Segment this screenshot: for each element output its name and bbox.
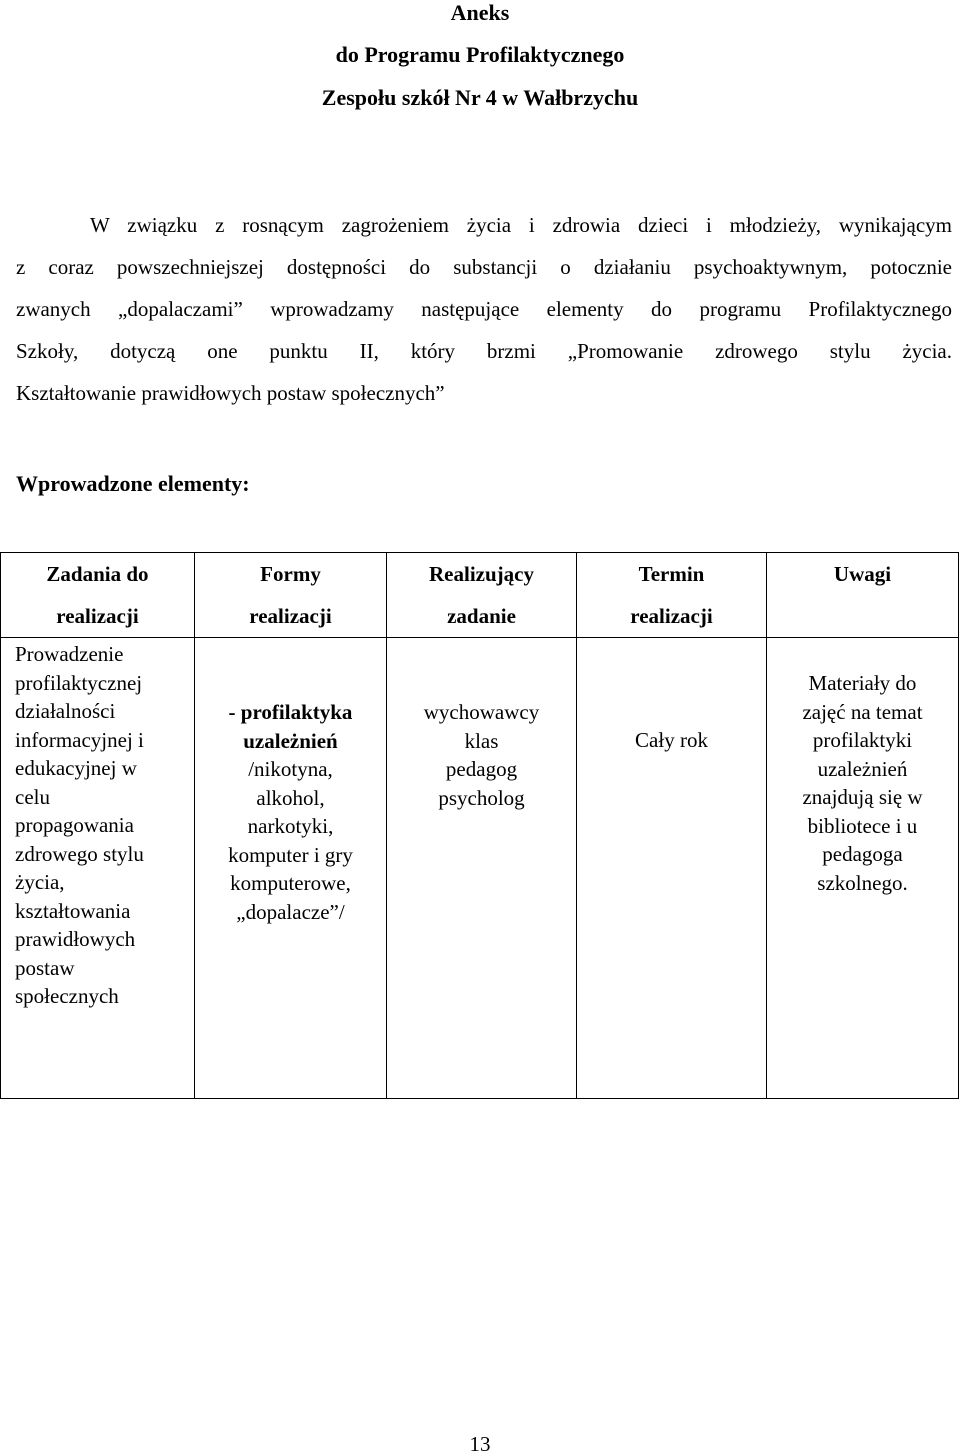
cell-line: zajęć na temat (802, 699, 923, 724)
cell-line: profilaktyki (812, 728, 913, 752)
cell-line: /nikotyna, (248, 757, 333, 781)
cell-line: komputerowe, (230, 871, 351, 895)
cell-zadania (1, 638, 195, 1099)
page-title-line-1: Aneks (450, 0, 510, 25)
column-header-line: Realizujący (429, 562, 534, 586)
table-row (1, 638, 959, 1099)
column-header-uwagi (767, 553, 959, 638)
page-number: 13 (469, 1432, 491, 1456)
intro-paragraph (16, 204, 952, 414)
cell-line: uzależnień (817, 756, 908, 781)
intro-line: zwanych „dopalaczami” wprowadzamy następujące elementy do programu Profilaktycznego (16, 297, 952, 321)
cell-line: Materiały do (808, 671, 917, 695)
cell-line: edukacyjnej w (15, 756, 137, 780)
intro-line: W związku z rosnącym zagrożeniem życia i zdrowia dzieci i młodzieży, wynikającym (90, 213, 952, 237)
column-header-line: realizacji (56, 604, 139, 628)
intro-line: z coraz powszechniejszej dostępności do substancji o działaniu psychoaktywnym, potocznie (16, 255, 952, 279)
cell-line: narkotyki, (247, 814, 334, 838)
section-label: Wprowadzone elementy: (16, 471, 250, 496)
page-title-line-3: Zespołu szkół Nr 4 w Wałbrzychu (321, 85, 639, 110)
cell-uwagi (767, 638, 959, 1099)
cell-line: psycholog (438, 785, 525, 810)
cell-line: alkohol, (256, 785, 325, 810)
cell-line: pedagoga (822, 842, 903, 866)
cell-line: informacyjnej i (15, 727, 144, 752)
cell-line: Cały rok (635, 728, 708, 752)
cell-line: kształtowania (15, 898, 131, 923)
cell-line: Prowadzenie (15, 642, 124, 666)
table-header-row (1, 553, 959, 638)
cell-line: prawidłowych (15, 927, 136, 951)
cell-line: zdrowego stylu (15, 841, 144, 866)
cell-line: społecznych (15, 984, 119, 1008)
cell-termin (577, 638, 767, 1099)
cell-line: celu (15, 784, 50, 809)
column-header-line: realizacji (249, 604, 332, 628)
cell-line: „dopalacze”/ (236, 899, 345, 924)
column-header-line: Formy (260, 562, 321, 586)
column-header-realizujacy (387, 553, 577, 638)
column-header-line: Termin (638, 562, 705, 586)
cell-line: postaw (15, 955, 75, 980)
intro-line: Szkoły, dotyczą one punktu II, który brzmi „Promowanie zdrowego stylu życia. (16, 339, 952, 363)
column-header-line: zadanie (447, 604, 516, 628)
page-title-line-2: do Programu Profilaktycznego (335, 42, 625, 67)
column-header-formy (195, 553, 387, 638)
cell-line: komputer i gry (228, 842, 353, 867)
column-header-zadania (1, 553, 195, 638)
cell-realizujacy (387, 638, 577, 1099)
cell-line: profilaktycznej (15, 670, 143, 695)
cell-formy (195, 638, 387, 1099)
program-table (0, 552, 959, 1099)
column-header-line: Uwagi (833, 562, 892, 586)
cell-line: wychowawcy (423, 700, 540, 724)
cell-line: działalności (15, 699, 116, 723)
column-header-termin (577, 553, 767, 638)
cell-line: pedagog (445, 757, 518, 781)
cell-line: klas (464, 728, 499, 753)
cell-line: propagowania (15, 813, 134, 837)
cell-line: - profilaktyka (228, 700, 353, 724)
cell-line: znajdują się w (802, 785, 923, 809)
cell-line: szkolnego. (817, 870, 908, 895)
column-header-line: Zadania do (46, 562, 149, 586)
intro-line: Kształtowanie prawidłowych postaw społecznych” (16, 381, 445, 405)
cell-line: uzależnień (243, 728, 338, 753)
cell-line: bibliotece i u (807, 813, 918, 838)
column-header-line: realizacji (630, 604, 713, 628)
cell-line: życia, (15, 870, 65, 894)
